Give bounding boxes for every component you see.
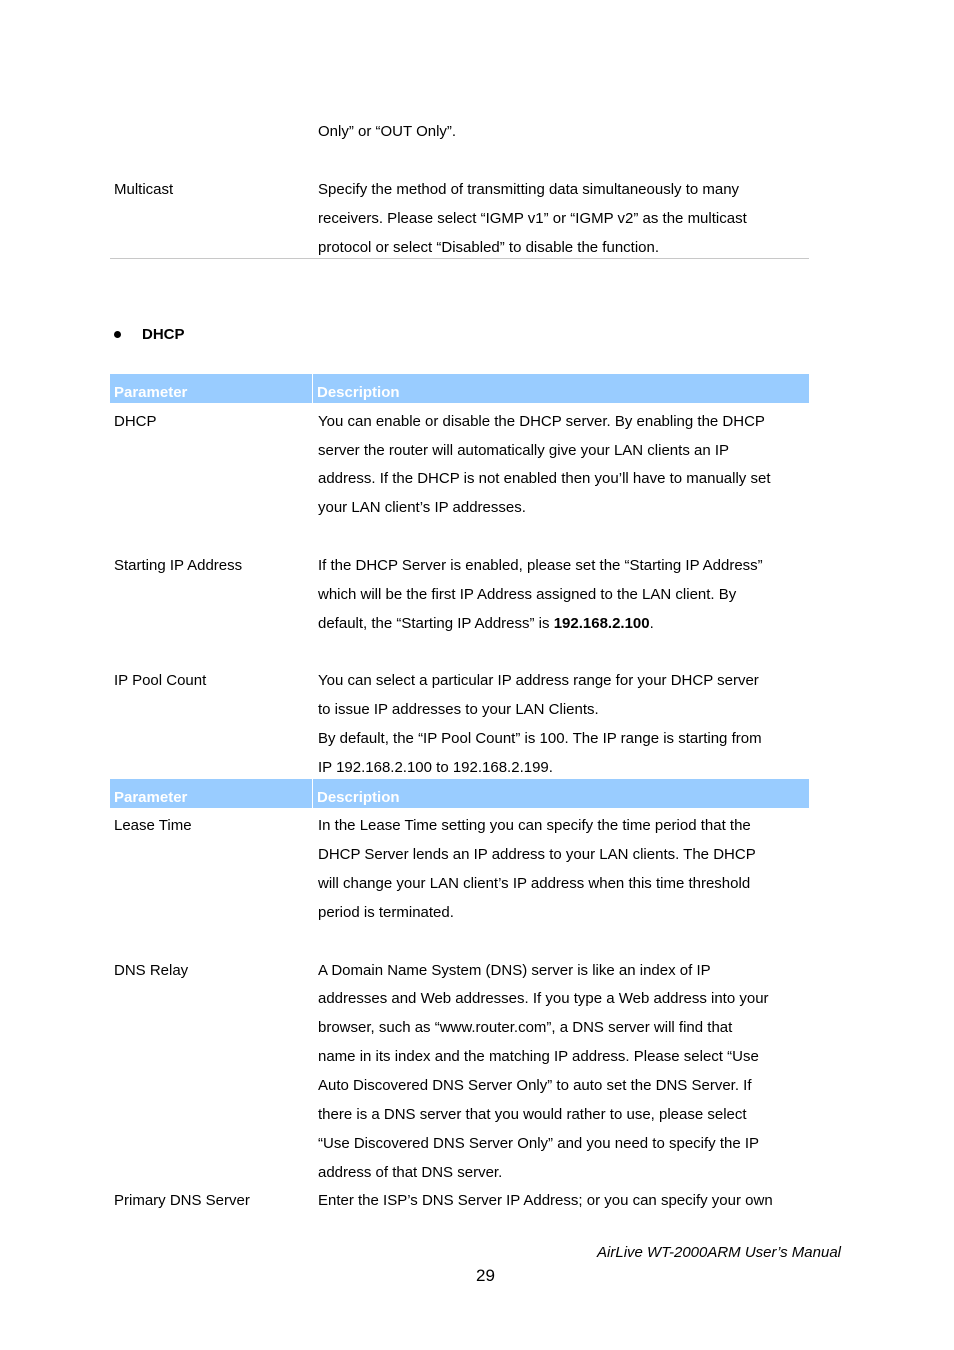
desc-line: address. If the DHCP is not enabled then you’ll have to manually set <box>318 470 771 487</box>
desc-line: will change your LAN client’s IP address when this time threshold <box>318 875 751 892</box>
header-parameter: Parameter <box>114 384 188 401</box>
desc-line: A Domain Name System (DNS) server is like an index of IP <box>318 962 711 979</box>
desc-line: You can select a particular IP address range for your DHCP server <box>318 672 759 689</box>
manual-title: AirLive WT-2000ARM User’s Manual <box>597 1244 841 1261</box>
desc-line: You can enable or disable the DHCP server. By enabling the DHCP <box>318 413 765 430</box>
desc-line: server the router will automatically give your LAN clients an IP <box>318 442 730 459</box>
table-header <box>110 779 809 808</box>
desc-line: IP 192.168.2.100 to 192.168.2.199. <box>318 759 553 776</box>
desc-line: your LAN client’s IP addresses. <box>318 499 526 516</box>
desc-line: receivers. Please select “IGMP v1” or “IGMP v2” as the multicast <box>318 210 747 227</box>
section-heading: DHCP <box>142 326 185 343</box>
desc-line: there is a DNS server that you would rather to use, please select <box>318 1106 747 1123</box>
header-divider <box>312 374 313 403</box>
param-dns-relay: DNS Relay <box>114 962 189 979</box>
header-divider <box>312 779 313 808</box>
desc-line: to issue IP addresses to your LAN Clients. <box>318 701 599 718</box>
desc-text: . <box>649 615 654 632</box>
desc-line: addresses and Web addresses. If you type a Web address into your <box>318 990 769 1007</box>
page-number: 29 <box>476 1266 495 1285</box>
desc-line: name in its index and the matching IP address. Please select “Use <box>318 1048 759 1065</box>
table-bottom-rule <box>110 258 809 259</box>
desc-line: In the Lease Time setting you can specify the time period that the <box>318 817 751 834</box>
desc-line: browser, such as “www.router.com”, a DNS server will find that <box>318 1019 733 1036</box>
desc-line: DHCP Server lends an IP address to your LAN clients. The DHCP <box>318 846 756 863</box>
param-dhcp: DHCP <box>114 413 157 430</box>
header-description: Description <box>317 789 400 806</box>
desc-line: Specify the method of transmitting data simultaneously to many <box>318 181 740 198</box>
default-ip-value: 192.168.2.100 <box>553 615 650 632</box>
param-lease-time: Lease Time <box>114 817 192 834</box>
continuation-text: Only” or “OUT Only”. <box>318 123 457 140</box>
param-primary-dns: Primary DNS Server <box>114 1192 250 1209</box>
param-ip-pool-count: IP Pool Count <box>114 672 207 689</box>
desc-line: address of that DNS server. <box>318 1164 503 1181</box>
param-multicast: Multicast <box>114 181 174 198</box>
desc-line: protocol or select “Disabled” to disable the function. <box>318 239 660 256</box>
desc-line: If the DHCP Server is enabled, please set the “Starting IP Address” <box>318 557 763 574</box>
header-parameter: Parameter <box>114 789 188 806</box>
desc-line: Auto Discovered DNS Server Only” to auto set the DNS Server. If <box>318 1077 752 1094</box>
bullet-icon <box>114 331 121 338</box>
desc-text: default, the “Starting IP Address” is <box>318 615 554 632</box>
desc-line: “Use Discovered DNS Server Only” and you need to specify the IP <box>318 1135 760 1152</box>
header-description: Description <box>317 384 400 401</box>
desc-line: period is terminated. <box>318 904 454 921</box>
desc-line: Enter the ISP’s DNS Server IP Address; or you can specify your own <box>318 1192 773 1209</box>
table-header <box>110 374 809 403</box>
desc-line: which will be the first IP Address assigned to the LAN client. By <box>318 586 737 603</box>
param-starting-ip: Starting IP Address <box>114 557 243 574</box>
desc-line <box>318 615 654 633</box>
desc-line: By default, the “IP Pool Count” is 100. The IP range is starting from <box>318 730 762 747</box>
